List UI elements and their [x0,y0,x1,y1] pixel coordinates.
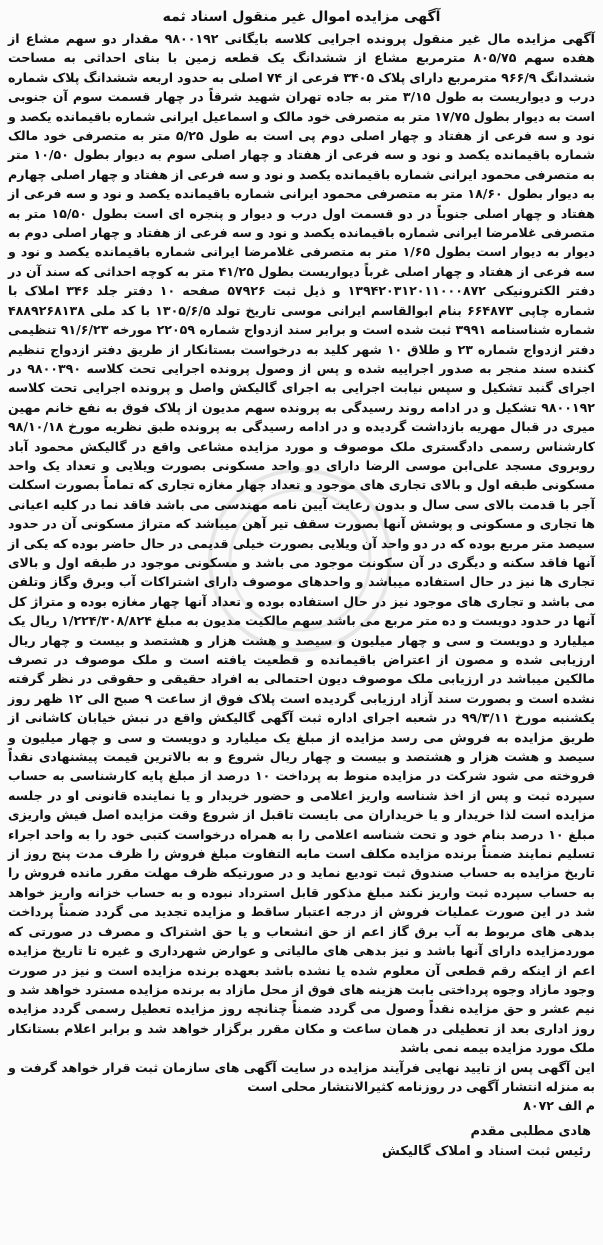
signature-block [8,1122,595,1162]
document-body [8,29,595,1116]
announcement-paragraph: آگهی مزایده مال غیر منقول پرونده اجرایی کلاسه بایگانی ۹۸۰۰۱۹۲ مقدار دو سهم مشاع از هفده سهم ۸۰۵/۷۵ مترمربع مشاع از ششدانگ یک قطعه زمین با بنای احداثی به مساحت ششدانگ ۹۶۶/۹ مترمربع دارای پلاک ۳۴۰۵ فرعی از ۷۴ اصلی به حدود اربعه ششدانگ پلاک شماره درب و دیواریست به طول ۳/۱۵ متر به جاده تهران شهید شرقاً در چهار قسمت سوم آن جنوبی است به دیوار بطول ۱۷/۷۵ متر به متصرفی خود مالک و اسماعیل ایرانی شماره باقیمانده یکصد و نود و سه فرعی از هفتاد و چهار اصلی دوم پی است به طول ۵/۲۵ متر به متصرفی خود مالک شماره باقیمانده یکصد و نود و سه فرعی از هفتاد و چهار اصلی سوم به دیوار بطول ۱۰/۵۰ متر به متصرفی محمود ایرانی شماره باقیمانده یکصد و نود و سه فرعی از هفتاد و چهار اصلی چهارم به دیوار بطول ۱۸/۶۰ متر به متصرفی محمود ایرانی شماره باقیمانده یکصد و نود و سه فرعی از هفتاد و چهار اصلی جنوباً در دو قسمت اول درب و دیوار و پنجره ای است بطول ۱۵/۵۰ متر به متصرفی غلامرضا ایرانی شماره باقیمانده یکصد و نود و سه فرعی از هفتاد و چهار اصلی دوم به دیوار به دیوار است بطول ۱/۶۵ متر به متصرفی غلامرضا ایرانی شماره باقیمانده یکصد و نود و سه فرعی از هفتاد و چهار اصلی غرباً دیواریست بطول ۴۱/۲۵ متر به کوچه احداثی که سند آن در دفتر الکترونیکی ۱۳۹۴۲۰۳۱۲۰۱۱۰۰۰۸۷۲ و ذیل ثبت ۵۷۹۲۶ صفحه ۱۰ دفتر جلد ۳۴۶ املاک با شماره چاپی ۶۶۴۸۷۳ بنام ابوالقاسم ایرانی موسی تاریخ تولد ۱۳۰۵/۶/۵ با کد ملی ۴۸۸۹۲۶۸۱۳۸ شماره شناسنامه ۳۹۹۱ ثبت شده است و برابر سند ازدواج شماره ۲۲۰۵۹ مورخه ۹۱/۶/۲۳ تنظیمی دفتر ازدواج شماره ۲۳ و طلاق ۱۰ شهر کلید به درخواست بستانکار از طریق دفتر ازدواج تنظیم کننده سند منجر به صدور اجراییه شده و پس از وصول پرونده اجرایی تحت کلاسه ۹۸۰۰۳۹۰ در اجرای گنبد تشکیل و سپس نیابت اجرایی به اجرای گالیکش واصل و پرونده اجرایی تحت کلاسه ۹۸۰۰۱۹۲ تشکیل و در ادامه روند رسیدگی به پرونده سهم مدیون از پلاک فوق به نفع خانم مهین میری در قبال مهریه بازداشت گردیده و در ادامه رسیدگی به پرونده طبق نظریه مورخ ۹۸/۱۰/۱۸ کارشناس رسمی دادگستری ملک موصوف و مورد مزایده مشاعی واقع در گالیکش محمود آباد روبروی مسجد علی‌ابن موسی الرضا دارای دو واحد مسکونی بصورت ویلایی و تعداد یک واحد مسکونی طبقه اول و بالای تجاری های موجود و تعداد چهار مغازه تجاری که تماماً بصورت اسکلت آجر با قدمت بالای سی سال و بدون رعایت آیین نامه مهندسی می باشد فاقد نما در کلیه اعیانی ها تجاری و مسکونی و پوشش آنها بصورت سقف تیر آهن میباشد که متراژ مسکونی آن در حدود سیصد متر مربع بوده که در دو واحد آن ویلایی بصورت خیلی قدیمی در حال حاضر بوده که یکی از آنها فاقد سکنه و دیگری در آن سکونت موجود می باشد و مسکونی موجود در طبقه اول و بالای تجاری ها نیز در حال استفاده میباشد و واحدهای موصوف دارای اشتراکات آب وبرق وگاز وتلفن می باشد و تجاری های موجود نیز در حال استفاده بوده و تعداد آنها چهار مغازه بوده و متراژ کل آنها در حدود دویست و ده متر مربع می باشد سهم مالکیت مدیون به مبلغ ۱/۲۲۴/۳۰۸/۸۲۴ ریال یک میلیارد و دویست و سی و چهار میلیون و سیصد و هشت هزار و هشتصد و بیست و چهار ریال ارزیابی شده و مصون از اعتراض باقیمانده و قطعیت یافته است و ملک موصوف در تصرف مالکین میباشد در ارزیابی ملک موصوف دیون احتمالی به افراد حقیقی و حقوقی در نظر گرفته نشده است و بصورت سند آزاد ارزیابی گردیده است پلاک فوق از ساعت ۹ صبح الی ۱۲ ظهر روز یکشنبه مورخ ۹۹/۳/۱۱ در شعبه اجرای اداره ثبت آگهی گالیکش واقع در نبش خیابان کاشانی از طریق مزایده به فروش می رسد مزایده از مبلغ یک میلیارد و دویست و سی و چهار میلیون و سیصد و هشت هزار و هشتصد و بیست و چهار ریال شروع و به بالاترین قیمت پیشنهادی نقداً فروخته می شود شرکت در مزایده منوط به پرداخت ۱۰ درصد از مبلغ پایه کارشناسی به حساب سپرده ثبت و پس از اخذ شناسه واریز اعلامی و حضور خریدار و یا نماینده قانونی او در جلسه مزایده است لذا خریدار و یا خریداران می بایست تاقبل از شروع وقت مزایده اصل فیش واریزی مبلغ ۱۰ درصد بنام خود و تحت شناسه اعلامی را به همراه درخواست کتبی خود را به واحد اجراء تسلیم نمایند ضمناً برنده مزایده مکلف است مابه التفاوت مبلغ فروش را ظرف مدت پنج روز از تاریخ مزایده به حساب صندوق ثبت تودیع نماید و در صورتیکه ظرف مهلت مقرر مانده فروش را به حساب سپرده ثبت واریز نکند مبلغ مذکور قابل استرداد نبوده و به حساب خزانه واریز خواهد شد در این صورت عملیات فروش از درجه اعتبار ساقط و مزایده تجدید می گردد ضمناً پرداخت بدهی های مربوط به آب برق گاز اعم از حق انشعاب و یا حق اشتراک و مصرف در صورتی که موردمزایده دارای آنها باشد و نیز بدهی های مالیاتی و عوارض شهرداری و غیره تا تاریخ مزایده اعم از اینکه رقم قطعی آن معلوم شده یا نشده باشد بعهده برنده مزایده است و نیز در صورت وجود مازاد وجوه پرداختی بابت هزینه های فوق از محل مازاد به برنده مزایده مسترد خواهد شد و نیم عشر و حق مزایده نقداً وصول می گردد ضمناً چنانچه روز مزایده تعطیل رسمی گردد مزایده روز اداری بعد از تعطیلی در همان ساعت و مکان مقرر برگزار خواهد شد و برابر اعلام بستانکار ملک مورد مزایده بیمه نمی باشد [8,31,595,1056]
signature-title: رئیس ثبت اسناد و املاک گالیکش [381,1143,591,1159]
publication-note-paragraph: این آگهی پس از تایید نهایی فرآیند مزایده در سایت آگهی های سازمان ثبت قرار خواهد گرفت و به منزله انتشار آگهی در روزنامه کثیرالانتشار محلی است [8,1059,595,1094]
document-title: آگهی مزایده اموال غیر منقول اسناد ثمه [162,9,441,25]
signature-name: هادی مطلبی مقدم [470,1123,591,1139]
reference-number: م الف ۸۰۷۲ [523,1098,595,1114]
